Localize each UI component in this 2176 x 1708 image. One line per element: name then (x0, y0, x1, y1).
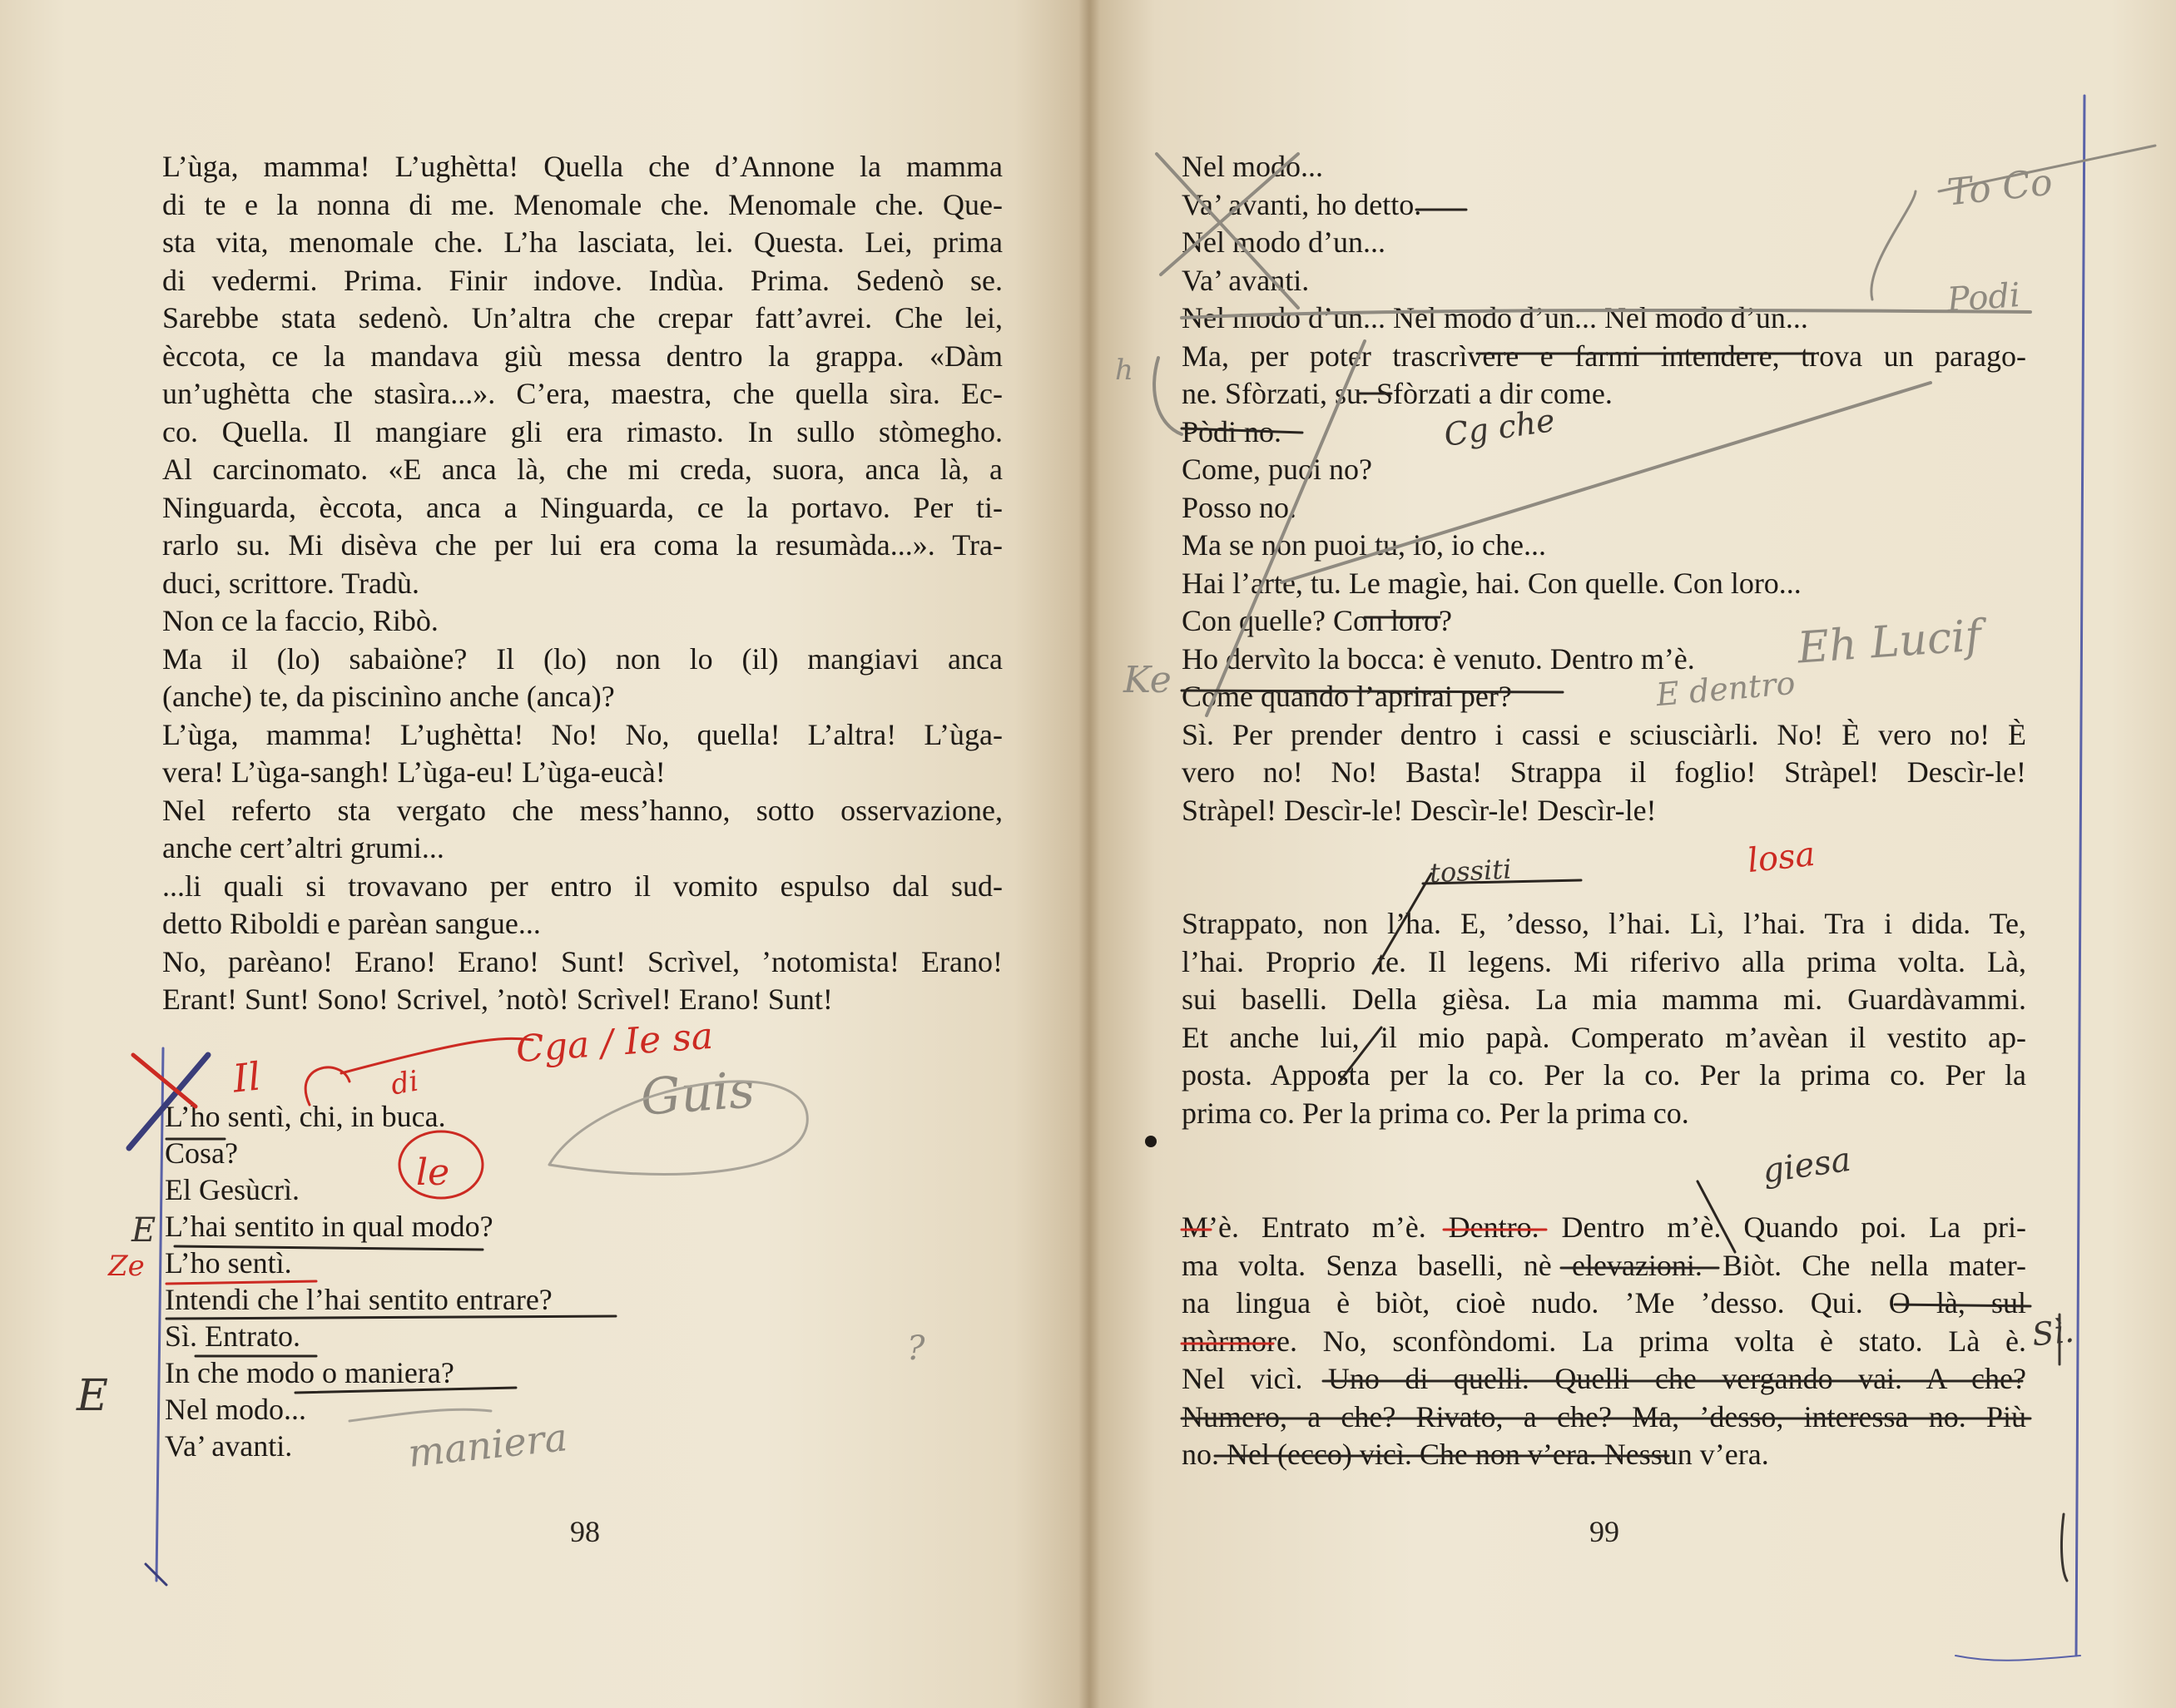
text-line: l’hai. Proprio te. Il legens. Mi riferivo alla prima volta. Là, (1182, 944, 2026, 978)
text-line: rarlo su. Mi disèva che per lui era coma la resumàda...». Tra- (162, 528, 1003, 562)
text-line: Come, puoi no? (1182, 453, 1372, 486)
text-line: L’ho sentì. (165, 1246, 292, 1280)
left-strike-lhosenti (166, 1281, 316, 1284)
text-line: ...li quali si trovavano per entro il vomito espulso dal sud- (162, 869, 1003, 903)
text-line: (anche) te, da piscinìno anche (anca)? (162, 680, 615, 713)
text-line: co. Quella. Il mangiare gli era rimasto. In sullo stòmegho. (162, 414, 1003, 448)
text-line: Nel vicì. Uno di quelli. Quelli che vergando vai. A che? (1182, 1362, 2026, 1395)
text-line: Con quelle? Con loro? (1182, 604, 1452, 637)
annotation-grey-podi: Podi (1946, 275, 2022, 320)
text-line: prima co. Per la prima co. Per la prima co. (1182, 1096, 1689, 1130)
right-slash-dentro (1698, 1181, 1735, 1252)
text-line: detto Riboldi e parèan sangue... (162, 907, 541, 940)
left-grey-ellipse (549, 1082, 807, 1175)
left-red-arc (341, 1038, 533, 1073)
text-line: un’ughètta che stasìra...». C’era, maestra, che quella sìra. Ec- (162, 377, 1003, 410)
text-line: ne. Sfòrzati, su. Sfòrzati a dir come. (1182, 377, 1613, 410)
right-strike-comequando (1182, 691, 1563, 692)
text-line: Sì. Per prender dentro i cassi e sciusciàrli. No! È vero no! È (1182, 717, 2026, 751)
text-line: Ma se non puoi tu, io, io che... (1182, 528, 1546, 562)
text-line: di vedermi. Prima. Finir indove. Indùa. Prima. Sedenò se. (162, 263, 1003, 297)
right-slash-sui (1340, 1027, 1381, 1082)
annotation-grey-maniera: maniera (405, 1414, 570, 1476)
right-dot-marker (1145, 1136, 1157, 1147)
annotation-dark-cg: Cg che (1441, 401, 1558, 454)
annotation-grey-top-right: To Co (1945, 161, 2055, 215)
right-grey-diagonal-1 (1207, 341, 1365, 715)
text-line: Nel modo d’un... Nel modo d’un... Nel modo d’un... (1182, 301, 1808, 334)
left-strike-intendi (166, 1316, 616, 1319)
text-line: Intendi che l’hai sentito entrare? (165, 1283, 553, 1316)
right-grey-bracket-podi (1871, 191, 1916, 300)
annotation-dark-si: Sì. (2030, 1312, 2076, 1354)
left-red-circle-le (399, 1131, 483, 1198)
text-line: Ma il (lo) sabaiòne? Il (lo) non lo (il) mangiavi anca (162, 641, 1003, 676)
text-line: L’ùga, mamma! L’ughètta! Quella che d’Annone la mamma (162, 150, 1003, 183)
annotation-red-le: le (416, 1151, 450, 1194)
right-grey-top-stroke (1939, 146, 2155, 191)
text-line: Pòdi no. (1182, 414, 1282, 448)
text-line: vero no! No! Basta! Strappa il foglio! Stràpel! Descìr-le! (1182, 755, 2026, 789)
text-line: L’hai sentito in qual modo? (165, 1210, 493, 1243)
annotation-grey-guis: Guis (638, 1061, 756, 1127)
text-line: L’ho sentì, chi, in buca. (165, 1100, 446, 1133)
annotation-red-top: Cga / Ie sa (514, 1014, 715, 1072)
right-grey-x-2 (1161, 154, 1298, 275)
annotation-dark-e-small: E (131, 1211, 156, 1250)
text-line: Sarebbe stata sedenò. Un’altra che crepar fatt’avrei. Che lei, (162, 301, 1003, 334)
text-line: màrmore. No, sconfòndomi. La prima volta è stato. Là è. (1182, 1324, 2026, 1358)
text-line: na lingua è biòt, cioè nudo. ’Me ’desso. Qui. O là, sul (1182, 1286, 2026, 1319)
right-margin-blue-line (2076, 96, 2084, 1656)
text-line: Al carcinomato. «E anca là, che mi creda, suora, anca là, a (162, 453, 1003, 486)
text-line: El Gesùcrì. (165, 1173, 300, 1206)
text-line: posta. Apposta per la co. Per la co. Per la prima co. Per la (1182, 1058, 2026, 1092)
right-slash-non (1373, 874, 1431, 973)
right-grey-x-1 (1157, 154, 1298, 308)
left-blue-cross-stroke (129, 1055, 208, 1148)
text-line: èccota, ce la mandava giù messa dentro la grappa. «Dàm (162, 339, 1003, 373)
text-line: Ninguarda, èccota, anca a Ninguarda, ce la portavo. Per ti- (162, 490, 1003, 524)
text-line: Come quando l’aprirai per? (1182, 680, 1512, 713)
annotation-dark-e: E (77, 1371, 108, 1421)
right-grey-bracket (1154, 358, 1182, 434)
text-line: Cosa? (165, 1136, 238, 1170)
text-line: Non ce la faccio, Ribò. (162, 604, 439, 637)
text-line: duci, scrittore. Tradù. (162, 566, 419, 600)
text-line: ma volta. Senza baselli, nè elevazioni. Biòt. Che nella mater- (1182, 1248, 2026, 1282)
left-grey-swash (349, 1409, 491, 1421)
annotation-dark-giesa: giesa (1760, 1140, 1854, 1191)
text-line: di te e la nonna di me. Menomale che. Menomale che. Que- (162, 187, 1003, 221)
text-line: Va’ avanti, ho detto. (1182, 187, 1422, 221)
right-bottom-stroke (2061, 1514, 2067, 1581)
left-strike-lhai (175, 1246, 483, 1250)
annotation-red-ze: Ze (108, 1250, 145, 1283)
text-line: No, parèano! Erano! Erano! Sunt! Scrìvel, ’notomista! Erano! (162, 944, 1003, 978)
text-line: anche cert’altri grumi... (162, 831, 444, 864)
text-line: Nel referto sta vergato che mess’hanno, sotto osservazione, (162, 793, 1003, 827)
text-line: L’ùga, mamma! L’ughètta! No! No, quella! L’altra! L’ùga- (162, 717, 1003, 751)
text-line: In che modo o maniera? (165, 1356, 454, 1389)
page-number-left: 98 (570, 1515, 600, 1548)
text-line: sta vita, menomale che. L’ha lasciata, lei. Questa. Lei, prima (162, 225, 1003, 259)
annotation-grey-ke: Ke (1123, 659, 1172, 701)
text-line: Ma, per poter trascrìvere e farmi intendere, trova un parago- (1182, 339, 2026, 373)
annotation-red-losa: losa (1745, 834, 1817, 881)
annotation-grey-e-dentro: E dentro (1654, 664, 1797, 714)
text-line: vera! L’ùga-sangh! L’ùga-eu! L’ùga-eucà! (162, 755, 666, 789)
left-strike-maniera (295, 1388, 516, 1393)
right-blue-foot (1955, 1656, 2080, 1661)
text-line: Erant! Sunt! Sono! Scrivel, ’notò! Scrìvel! Erano! Sunt! (162, 983, 833, 1016)
text-line: Nel modo... (165, 1393, 306, 1426)
text-line: Hai l’arte, tu. Le magìe, hai. Con quelle. Con loro... (1182, 566, 1802, 600)
text-line: Posso no. (1182, 490, 1297, 524)
annotation-dark-tossiti: tossiti (1429, 853, 1513, 889)
text-line: Va’ avanti. (165, 1429, 293, 1463)
right-strike-podino (1182, 428, 1302, 433)
text-line: Sì. Entrato. (165, 1319, 300, 1353)
text-line: no. Nel (ecco) vicì. Che non v’era. Nessun v’era. (1182, 1438, 1769, 1471)
annotation-red-di: di (388, 1064, 421, 1102)
annotation-grey-question: ? (907, 1329, 925, 1368)
left-margin-blue-line (156, 1048, 163, 1581)
text-line: Nel modo... (1182, 150, 1323, 183)
text-line: Va’ avanti. (1182, 263, 1310, 297)
text-line: Ho dervìto la bocca: è venuto. Dentro m’è. (1182, 641, 1695, 676)
text-line: Stràpel! Descìr-le! Descìr-le! Descìr-le! (1182, 793, 1657, 827)
text-line: sui baselli. Della gièsa. La mia mamma mi. Guardàvammi. (1182, 983, 2026, 1016)
right-strike-ola (1895, 1305, 2030, 1306)
annotation-red-il: Il (230, 1053, 263, 1102)
page-number-right: 99 (1589, 1515, 1619, 1548)
text-line: M’è. Entrato m’è. Dentro. Dentro m’è. Quando poi. La pri- (1182, 1210, 2026, 1244)
text-line: Strappato, non l’ha. E, ’desso, l’hai. Lì, l’hai. Tra i dida. Te, (1182, 907, 2026, 940)
annotation-grey-h: h (1115, 354, 1133, 387)
right-grey-diagonal-2 (1281, 383, 1931, 582)
annotation-grey-eh-lucifero: Eh Lucif (1796, 611, 1983, 674)
right-grey-underline (1182, 310, 2030, 318)
text-line: Numero, a che? Rivato, a che? Ma, ’desso, interessa no. Più (1182, 1399, 2026, 1433)
right-strike-tossiti (1423, 880, 1581, 884)
text-line: Et anche lui, il mio papà. Comperato m’avèan il vestito ap- (1182, 1020, 2026, 1054)
text-line: Nel modo d’un... (1182, 225, 1385, 259)
